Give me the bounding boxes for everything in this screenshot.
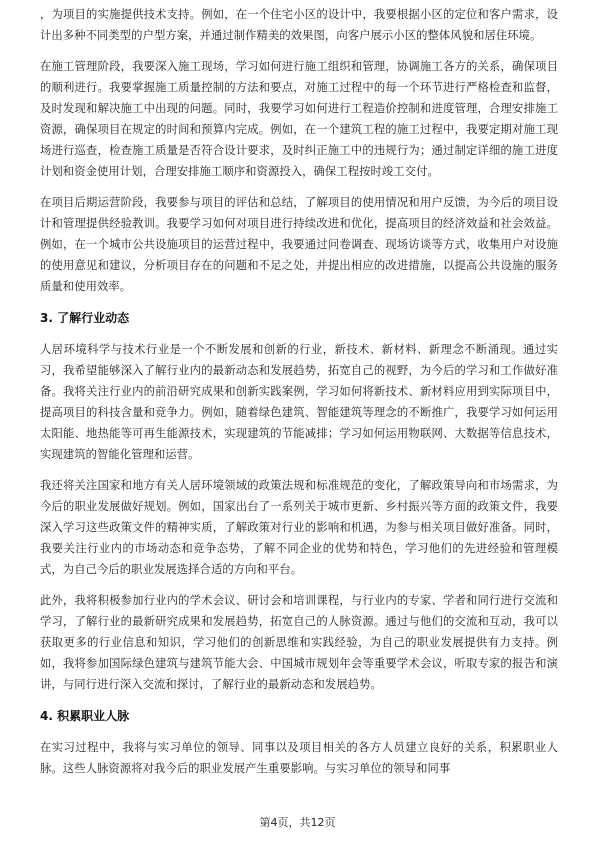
- paragraph-construction-management: 在施工管理阶段，我要深入施工现场，学习如何进行施工组织和管理，协调施工各方的关系，确保项目的顺利进行。我要掌握施工质量控制的方法和要点，对施工过程中的每一个环节进行严格检查和监督，及时发现和解决施工中出现的问题。同时，我要学习如何进行工程造价控制和进度管理，合理安排施工资源，确保项目在规定的时间和预算内完成。例如，在一个建筑工程的施工过程中，我要定期对施工现场进行巡查，检查施工质量是否符合设计要求，及时纠正施工中的违规行为；通过制定详细的施工进度计划和资金使用计划，合理安排施工顺序和资源投入，确保工程按时竣工交付。: [40, 60, 558, 178]
- page-number: 第4页，共12页: [259, 816, 336, 829]
- paragraph-design-support: ，为项目的实施提供技术支持。例如，在一个住宅小区的设计中，我要根据小区的定位和客户需求，设计出多种不同类型的户型方案，并通过制作精美的效果图，向客户展示小区的整体风貌和居住环境。: [40, 8, 558, 42]
- paragraph-operation-stage: 在项目后期运营阶段，我要参与项目的评估和总结，了解项目的使用情况和用户反馈，为今后的项目设计和管理提供经验教训。我要学习如何对项目进行持续改进和优化，提高项目的经济效益和社会效益。例如，在一个城市公共设施项目的运营过程中，我要通过问卷调查、现场访谈等方式，收集用户对设施的使用意见和建议，分析项目存在的问题和不足之处，并提出相应的改进措施，以提高公共设施的服务质量和使用效率。: [40, 196, 558, 293]
- paragraph-industry-innovation: 人居环境科学与技术行业是一个不断发展和创新的行业，新技术、新材料、新理念不断涌现。通过实习，我希望能够深入了解行业内的最新动态和发展趋势，拓宽自己的视野，为今后的学习和工作做好准备。我将关注行业内的前沿研究成果和创新实践案例，学习如何将新技术、新材料应用到实际项目中，提高项目的科技含量和竞争力。例如，随着绿色建筑、智能建筑等理念的不断推广，我要学习如何运用太阳能、地热能等可再生能源技术，实现建筑的节能减排；学习如何运用物联网、大数据等信息技术，实现建筑的智能化管理和运营。: [40, 343, 558, 461]
- section-heading-industry-trends: 3. 了解行业动态: [40, 311, 130, 325]
- document-body: [40, 4, 558, 779]
- paragraph-network-building: 在实习过程中，我将与实习单位的领导、同事以及项目相关的各方人员建立良好的关系，积累职业人脉。这些人脉资源将对我今后的职业发展产生重要影响。与实习单位的领导和同事: [40, 741, 558, 775]
- section-heading-professional-network: 4. 积累职业人脉: [40, 709, 130, 723]
- paragraph-policy-attention: 我还将关注国家和地方有关人居环境领域的政策法规和标准规范的变化，了解政策导向和市场需求，为今后的职业发展做好规划。例如，国家出台了一系列关于城市更新、乡村振兴等方面的政策文件，我要深入学习这些政策文件的精神实质，了解政策对行业的影响和机遇，为参与相关项目做好准备。同时，我要关注行业内的市场动态和竞争态势，了解不同企业的优势和特色，学习他们的先进经验和管理模式，为自己今后的职业发展选择合适的方向和平台。: [40, 479, 558, 576]
- paragraph-academic-exchange: 此外，我将积极参加行业内的学术会议、研讨会和培训课程，与行业内的专家、学者和同行进行交流和学习，了解行业的最新研究成果和发展趋势，拓宽自己的人脉资源。通过与他们的交流和互动，我可以获取更多的行业信息和知识，学习他们的创新思维和实践经验，为自己的职业发展提供有力支持。例如，我将参加国际绿色建筑与建筑节能大会、中国城市规划年会等重要学术会议，听取专家的报告和演讲，与同行进行深入交流和探讨，了解行业的最新动态和发展趋势。: [40, 594, 558, 691]
